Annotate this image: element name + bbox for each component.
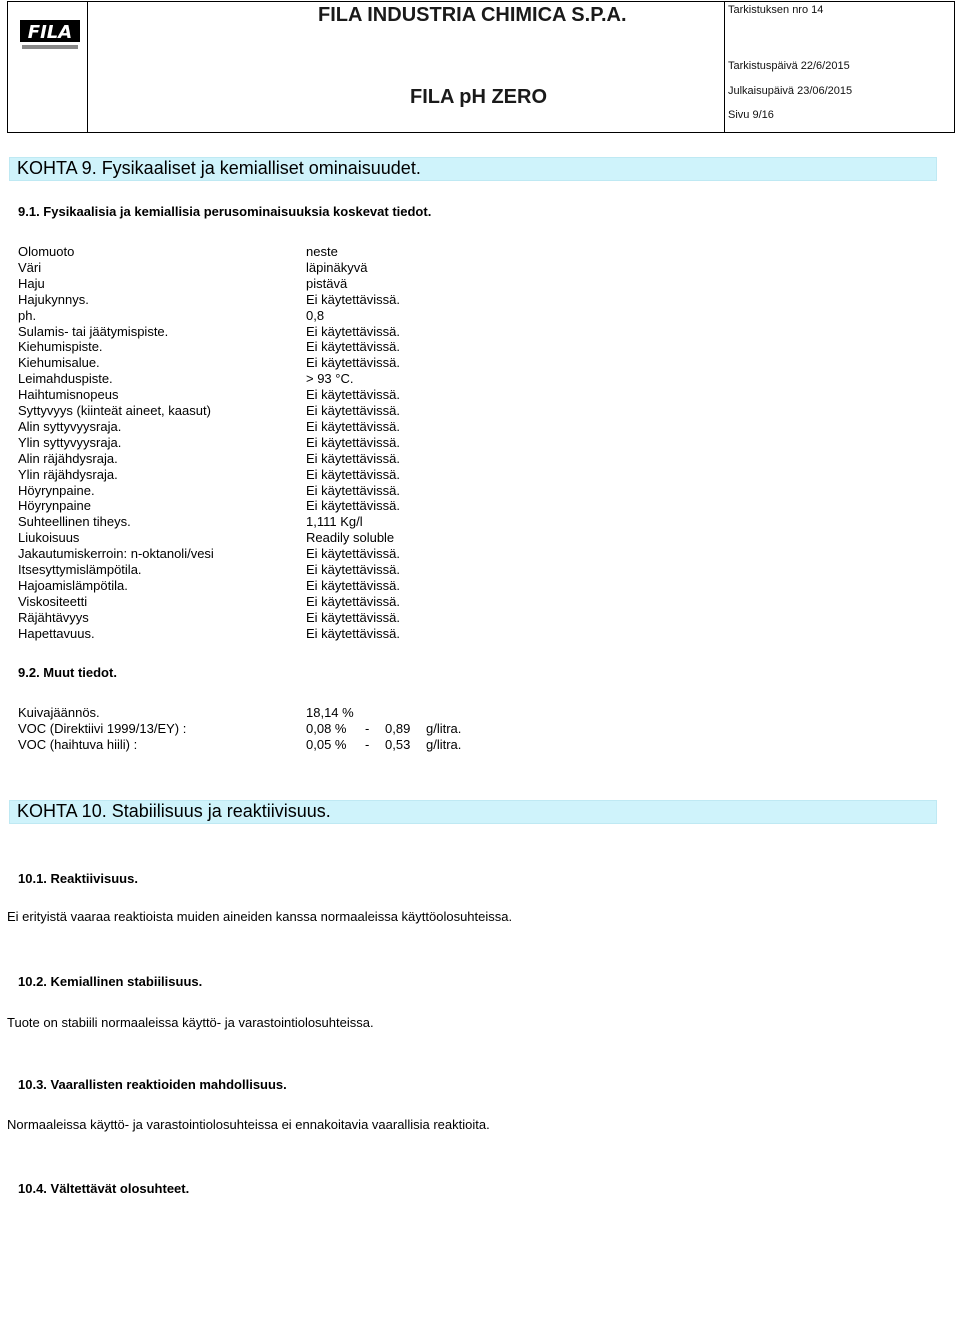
other-label: VOC (haihtuva hiili) : (18, 737, 138, 752)
other-value-upper: 0,53 (385, 737, 411, 752)
subsection-10-1: 10.1. Reaktiivisuus. (18, 871, 138, 886)
hazardous-reactions-text: Normaaleissa käyttö- ja varastointiolosuhteissa ei ennakoitavia vaarallisia reaktioita. (7, 1117, 490, 1132)
property-value: Ei käytettävissä. (306, 355, 400, 370)
property-value: > 93 °C. (306, 371, 354, 386)
property-label: Väri (18, 260, 42, 275)
other-value: 0,08 % (306, 721, 347, 736)
property-label: Höyrynpaine (18, 498, 91, 513)
property-value: Ei käytettävissä. (306, 419, 400, 434)
property-value: pistävä (306, 276, 348, 291)
property-value: Ei käytettävissä. (306, 339, 400, 354)
property-label: Kiehumisalue. (18, 355, 100, 370)
subsection-10-3: 10.3. Vaarallisten reaktioiden mahdollisuus. (18, 1077, 287, 1092)
section-9-title: KOHTA 9. Fysikaaliset ja kemialliset ominaisuudet. (17, 158, 421, 178)
property-label: Olomuoto (18, 244, 75, 259)
property-value: Ei käytettävissä. (306, 387, 400, 402)
property-label: Syttyvyys (kiinteät aineet, kaasut) (18, 403, 211, 418)
product-name: FILA pH ZERO (410, 86, 548, 108)
revision-number: Tarkistuksen nro 14 (728, 4, 824, 16)
property-value: Ei käytettävissä. (306, 498, 400, 513)
subsection-10-2: 10.2. Kemiallinen stabiilisuus. (18, 974, 203, 989)
revision-date: Tarkistuspäivä 22/6/2015 (728, 60, 850, 72)
other-value: 18,14 % (306, 705, 354, 720)
other-unit: g/litra. (426, 721, 462, 736)
subsection-9-1: 9.1. Fysikaalisia ja kemiallisia perusominaisuuksia koskevat tiedot. (18, 204, 432, 219)
property-value: Ei käytettävissä. (306, 435, 400, 450)
page-number: Sivu 9/16 (728, 109, 774, 121)
property-value: Ei käytettävissä. (306, 292, 400, 307)
property-label: Ylin syttyvyysraja. (18, 435, 122, 450)
property-value: Ei käytettävissä. (306, 610, 400, 625)
property-label: Leimahduspiste. (18, 371, 113, 386)
property-value: Ei käytettävissä. (306, 626, 400, 641)
property-label: Alin räjähdysraja. (18, 451, 118, 466)
property-label: Hajoamislämpötila. (18, 578, 128, 593)
property-value: läpinäkyvä (306, 260, 368, 275)
property-label: Hapettavuus. (18, 626, 95, 641)
property-label: Suhteellinen tiheys. (18, 514, 131, 529)
svg-text:FILA: FILA (27, 22, 73, 43)
property-value: Ei käytettävissä. (306, 546, 400, 561)
property-value: neste (306, 244, 338, 259)
section-10-title: KOHTA 10. Stabiilisuus ja reaktiivisuus. (17, 801, 331, 821)
property-label: Hajukynnys. (18, 292, 89, 307)
other-value: 0,05 % (306, 737, 347, 752)
other-label: VOC (Direktiivi 1999/13/EY) : (18, 721, 187, 736)
other-dash: - (365, 721, 370, 736)
property-label: Kiehumispiste. (18, 339, 103, 354)
stability-text: Tuote on stabiili normaaleissa käyttö- ja varastointiolosuhteissa. (7, 1015, 374, 1030)
reactivity-text: Ei erityistä vaaraa reaktioista muiden aineiden kanssa normaaleissa käyttöolosuhteissa. (7, 909, 513, 924)
property-label: Alin syttyvyysraja. (18, 419, 122, 434)
property-value: Ei käytettävissä. (306, 324, 400, 339)
property-value: Ei käytettävissä. (306, 451, 400, 466)
property-label: Haju (18, 276, 45, 291)
publish-date: Julkaisupäivä 23/06/2015 (728, 85, 853, 97)
property-label: ph. (18, 308, 37, 323)
property-value: 1,111 Kg/l (306, 514, 363, 529)
logo-cell (8, 2, 88, 132)
property-value: Readily soluble (306, 530, 395, 545)
property-label: Viskositeetti (18, 594, 88, 609)
other-dash: - (365, 737, 370, 752)
other-value-upper: 0,89 (385, 721, 411, 736)
subsection-9-2: 9.2. Muut tiedot. (18, 665, 117, 680)
property-label: Itsesyttymislämpötila. (18, 562, 142, 577)
company-name: FILA INDUSTRIA CHIMICA S.P.A. (318, 4, 627, 26)
other-label: Kuivajäännös. (18, 705, 100, 720)
property-value: Ei käytettävissä. (306, 562, 400, 577)
fila-logo-icon (20, 14, 80, 54)
property-label: Liukoisuus (18, 530, 80, 545)
property-label: Höyrynpaine. (18, 483, 95, 498)
property-label: Ylin räjähdysraja. (18, 467, 118, 482)
property-label: Haihtumisnopeus (18, 387, 119, 402)
property-value: Ei käytettävissä. (306, 467, 400, 482)
property-value: Ei käytettävissä. (306, 594, 400, 609)
property-label: Jakautumiskerroin: n-oktanoli/vesi (18, 546, 214, 561)
property-value: Ei käytettävissä. (306, 403, 400, 418)
header-divider (724, 2, 725, 132)
property-value: Ei käytettävissä. (306, 578, 400, 593)
other-unit: g/litra. (426, 737, 462, 752)
property-value: Ei käytettävissä. (306, 483, 400, 498)
subsection-10-4: 10.4. Vältettävät olosuhteet. (18, 1181, 190, 1196)
property-value: 0,8 (306, 308, 325, 323)
property-label: Räjähtävyys (18, 610, 89, 625)
property-label: Sulamis- tai jäätymispiste. (18, 324, 169, 339)
